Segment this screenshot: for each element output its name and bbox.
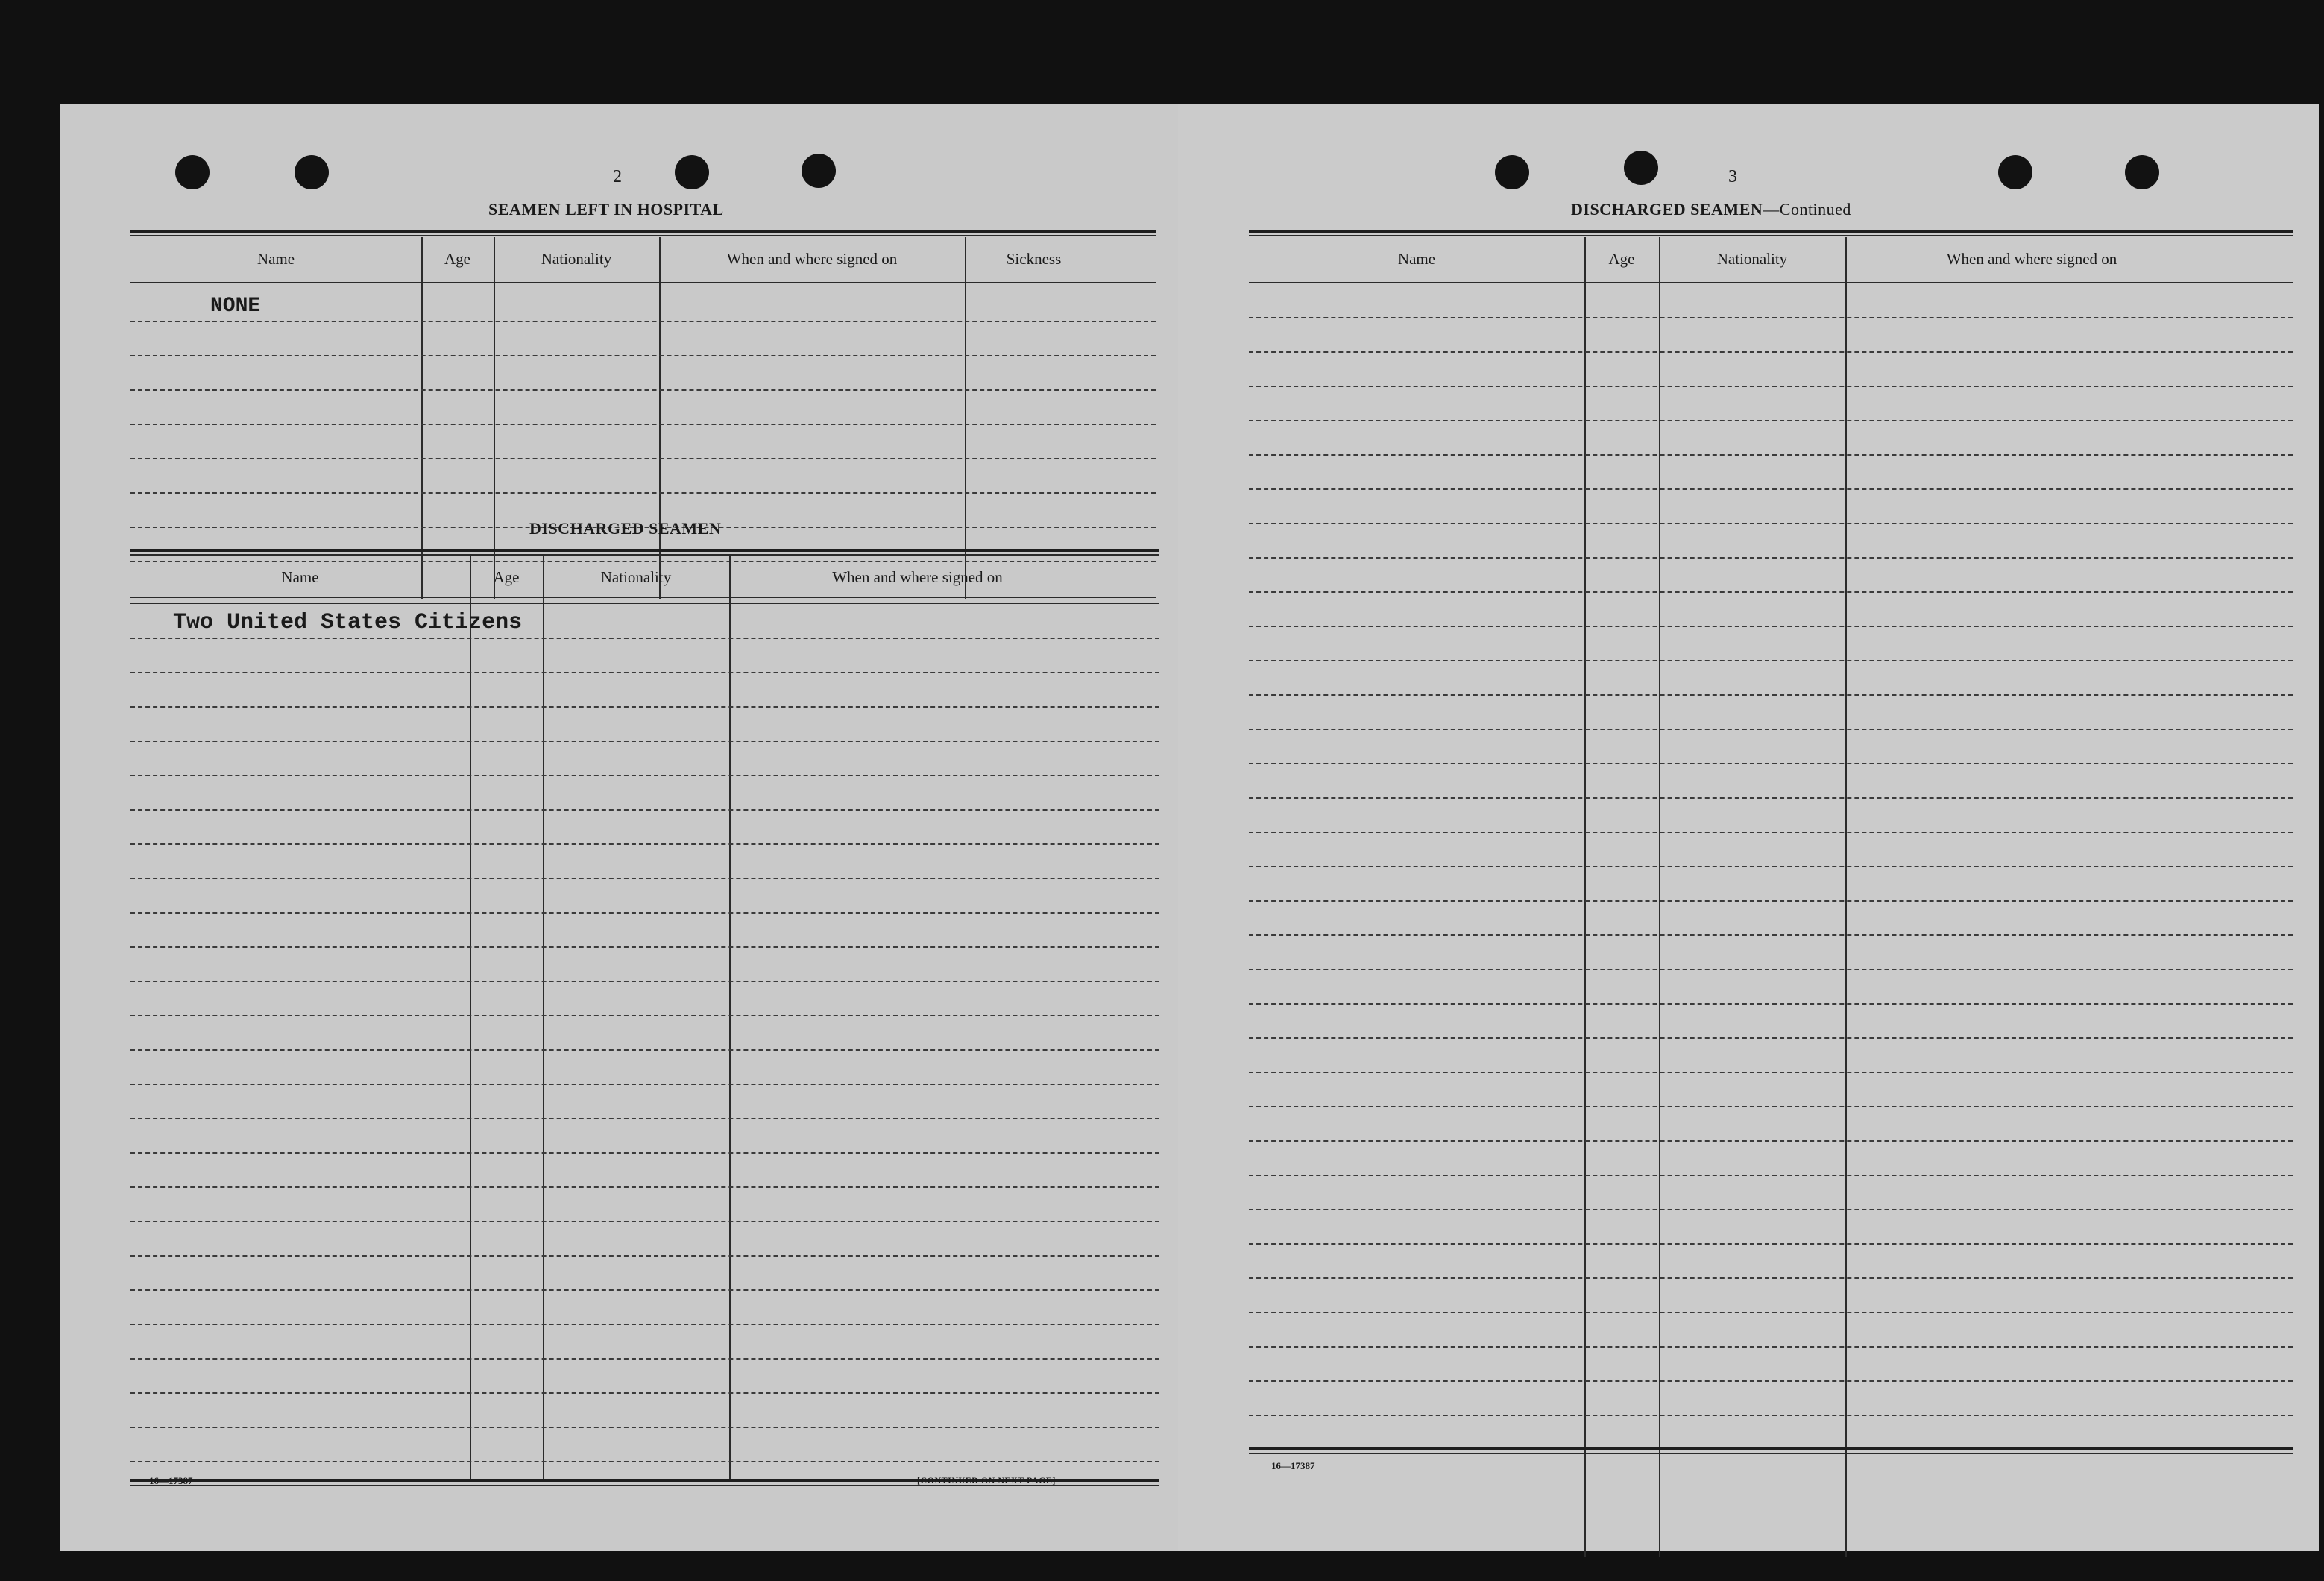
entry-line (1249, 866, 2293, 867)
form-number: 16—17387 (149, 1475, 193, 1486)
hospital-section-title: SEAMEN LEFT IN HOSPITAL (488, 200, 724, 219)
section-title-continued: —Continued (1763, 200, 1851, 219)
col-signed-on: When and where signed on (726, 250, 898, 268)
column-divider (543, 556, 544, 1481)
column-divider (1584, 237, 1586, 1557)
table-bottom-rule (130, 597, 1156, 598)
entry-line (1249, 1277, 2293, 1279)
table-bottom-rule (1249, 1447, 2293, 1450)
entry-line (1249, 934, 2293, 936)
entry-line (130, 1324, 1159, 1325)
entry-line (130, 561, 1156, 562)
entry-line (130, 1255, 1159, 1257)
entry-line (1249, 1346, 2293, 1348)
page-number: 3 (1728, 167, 1737, 186)
hospital-entry: NONE (210, 295, 261, 318)
entry-line (1249, 591, 2293, 593)
table-top-rule (130, 554, 1159, 556)
table-top-rule (130, 549, 1159, 552)
form-number: 16—17387 (1271, 1460, 1315, 1471)
table-top-rule (1249, 235, 2293, 236)
continued-note: [CONTINUED ON NEXT PAGE] (917, 1475, 1056, 1486)
entry-line (1249, 523, 2293, 524)
entry-line (130, 1427, 1159, 1428)
entry-line (1249, 832, 2293, 833)
col-nationality: Nationality (1716, 250, 1788, 268)
column-divider (965, 237, 966, 599)
entry-line (1249, 1140, 2293, 1142)
punch-hole (2125, 155, 2159, 189)
entry-line (130, 1392, 1159, 1394)
column-divider (1659, 237, 1660, 1557)
col-age: Age (493, 568, 520, 586)
entry-line (1249, 729, 2293, 730)
entry-line (1249, 1209, 2293, 1210)
punch-hole (295, 155, 329, 189)
entry-line (130, 946, 1159, 948)
entry-line (1249, 1243, 2293, 1245)
entry-line (130, 878, 1159, 879)
entry-line (130, 1049, 1159, 1051)
col-age: Age (444, 250, 470, 268)
section-title-main: DISCHARGED SEAMEN (1571, 200, 1763, 219)
entry-line (1249, 660, 2293, 661)
entry-line (130, 672, 1159, 673)
entry-line (1249, 1072, 2293, 1073)
right-page (1178, 104, 2319, 1551)
entry-line (130, 912, 1159, 914)
entry-line (1249, 797, 2293, 799)
entry-line (1249, 317, 2293, 318)
entry-line (1249, 557, 2293, 559)
entry-line (130, 775, 1159, 776)
entry-line (1249, 1106, 2293, 1107)
entry-line (130, 741, 1159, 742)
table-bottom-rule (1249, 1453, 2293, 1454)
entry-line (130, 1118, 1159, 1119)
entry-line (1249, 1175, 2293, 1176)
entry-line (130, 355, 1156, 356)
entry-line (1249, 1312, 2293, 1313)
entry-line (130, 1152, 1159, 1154)
punch-hole (1998, 155, 2032, 189)
entry-line (130, 424, 1156, 425)
entry-line (130, 843, 1159, 845)
punch-hole (1624, 151, 1658, 185)
entry-line (130, 1289, 1159, 1291)
table-top-rule (130, 235, 1156, 236)
punch-hole (802, 154, 836, 188)
entry-line (1249, 488, 2293, 490)
entry-line (1249, 763, 2293, 764)
column-divider (659, 237, 661, 599)
entry-line (130, 1358, 1159, 1360)
col-age: Age (1608, 250, 1635, 268)
entry-line (130, 1186, 1159, 1188)
entry-line (130, 1015, 1159, 1016)
header-underline (1249, 282, 2293, 283)
column-divider (494, 237, 495, 599)
discharged-entry: Two United States Citizens (173, 610, 523, 635)
column-divider (1845, 237, 1847, 1557)
entry-line (1249, 386, 2293, 387)
header-underline (130, 603, 1159, 604)
col-signed-on: When and where signed on (1946, 250, 2117, 268)
punch-hole (1495, 155, 1529, 189)
entry-line (130, 1084, 1159, 1085)
col-signed-on: When and where signed on (832, 568, 1003, 586)
entry-line (130, 981, 1159, 982)
table-top-rule (1249, 230, 2293, 233)
column-divider (421, 237, 423, 599)
table-top-rule (130, 230, 1156, 233)
entry-line (1249, 1003, 2293, 1005)
entry-line (130, 1221, 1159, 1222)
entry-line (1249, 626, 2293, 627)
punch-hole (175, 155, 210, 189)
entry-line (1249, 1037, 2293, 1039)
col-nationality: Nationality (541, 250, 612, 268)
col-nationality: Nationality (600, 568, 672, 586)
col-sickness: Sickness (1006, 250, 1062, 268)
entry-line (1249, 900, 2293, 902)
punch-hole (675, 155, 709, 189)
entry-line (130, 1461, 1159, 1462)
continued-section-title (1571, 200, 1851, 219)
col-name: Name (256, 250, 295, 268)
entry-line (130, 638, 1159, 639)
discharged-title: DISCHARGED SEAMEN (529, 519, 722, 538)
entry-line (1249, 454, 2293, 456)
entry-line (1249, 1415, 2293, 1416)
col-name: Name (281, 568, 319, 586)
column-divider (729, 556, 731, 1481)
page-number: 2 (613, 167, 622, 186)
entry-line (1249, 969, 2293, 970)
entry-line (130, 706, 1159, 708)
left-page (60, 104, 1200, 1551)
col-name: Name (1397, 250, 1436, 268)
entry-line (130, 492, 1156, 494)
entry-line (1249, 420, 2293, 421)
entry-line (130, 458, 1156, 459)
header-underline (130, 282, 1156, 283)
entry-line (130, 809, 1159, 811)
entry-line (130, 389, 1156, 391)
entry-line (1249, 351, 2293, 353)
entry-line (1249, 694, 2293, 696)
column-divider (470, 556, 471, 1481)
entry-line (130, 321, 1156, 322)
entry-line (1249, 1380, 2293, 1382)
